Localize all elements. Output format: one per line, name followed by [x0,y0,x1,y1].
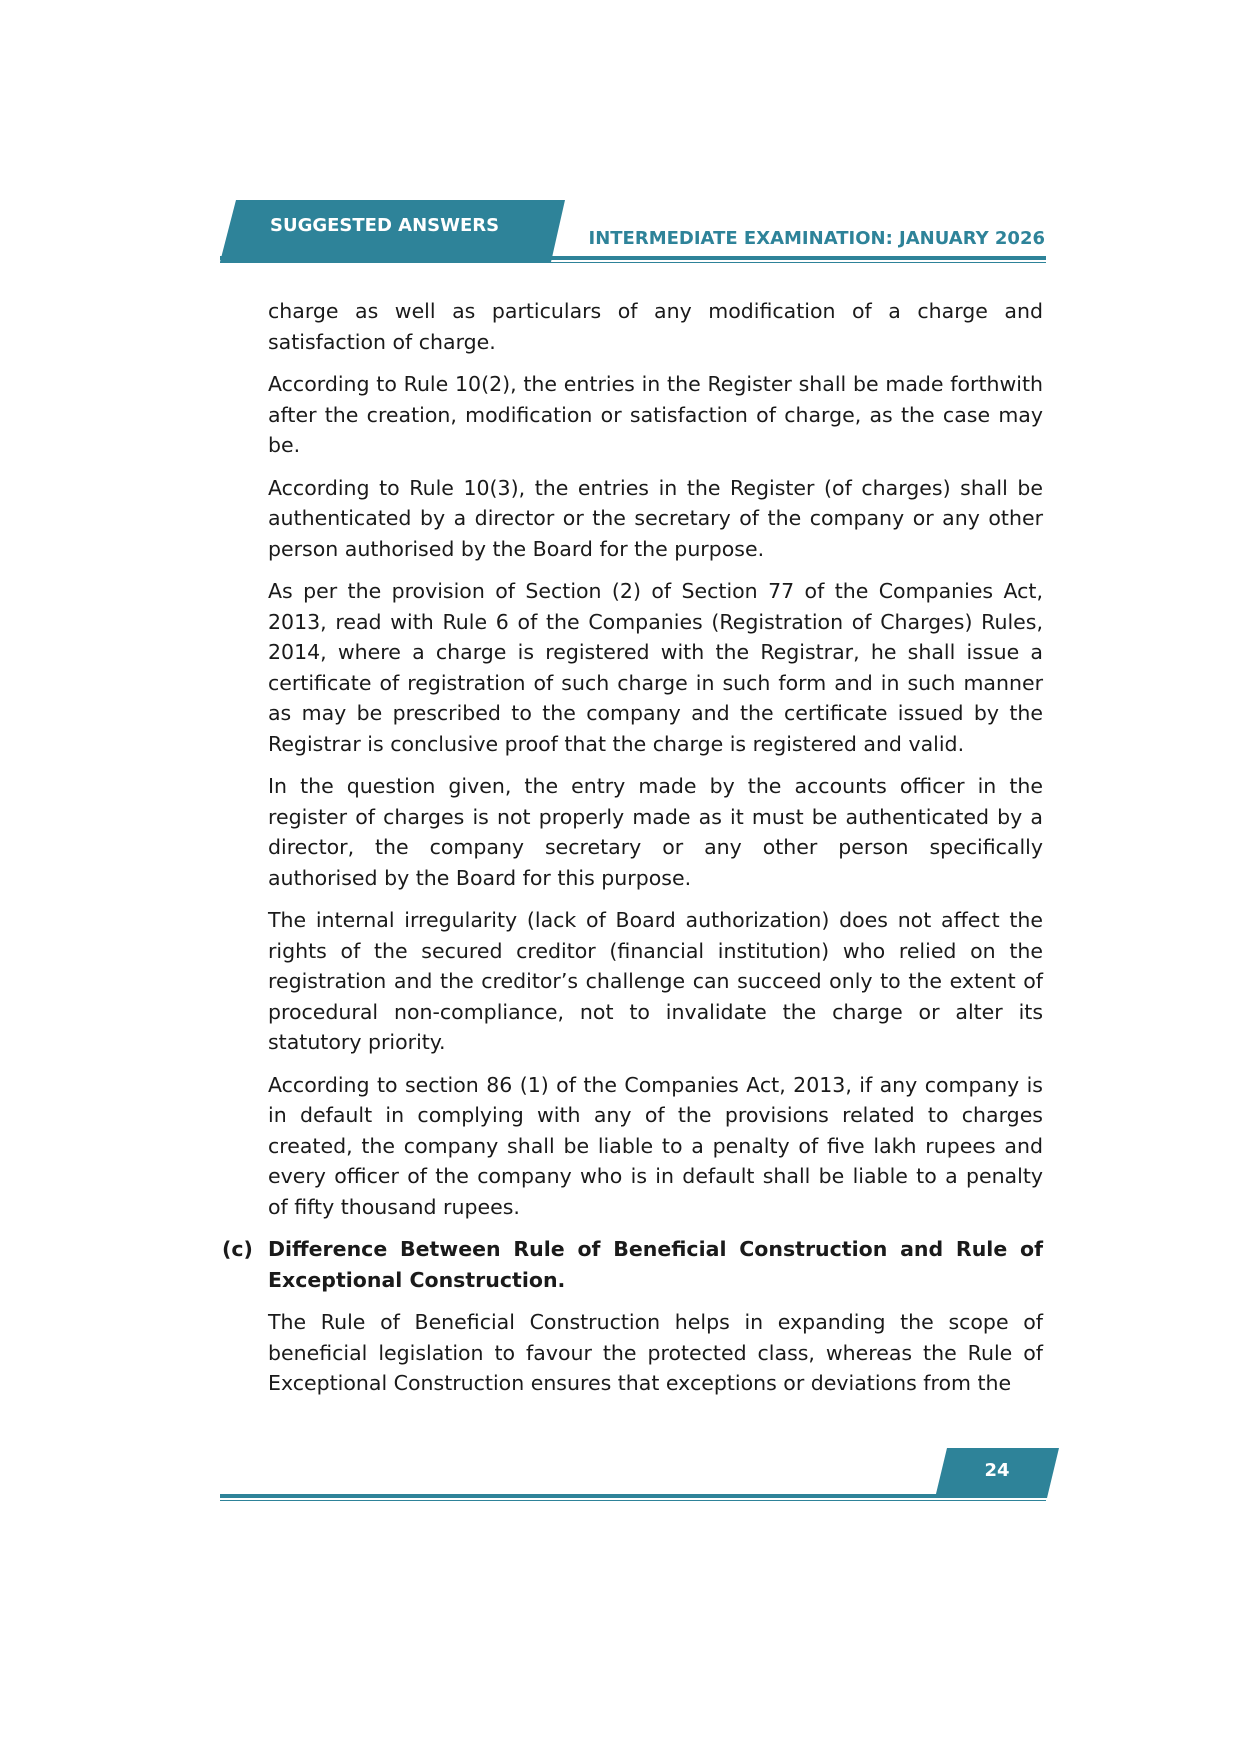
paragraph: As per the provision of Section (2) of Section 77 of the Companies Act, 2013, read with Rule 6 of the Companies (Registration of Charges) Rules, 2014, where a charge is registered with the Registrar, he shall issue a certificate of registration of such charge in such form and in such manner as may be prescribed to the company and the certificate issued by the Registrar is conclusive proof that the charge is registered and valid. [268,579,1043,756]
header-tab-label: SUGGESTED ANSWERS [270,215,500,236]
footer-rule [220,1494,1046,1498]
page-content [222,296,1043,1411]
section-c-heading [222,1234,1043,1295]
paragraph: According to Rule 10(3), the entries in the Register (of charges) shall be authenticated by a director or the secretary of the company or any other person authorised by the Board for the purpose. [268,475,1043,561]
section-heading-text: Difference Between Rule of Beneficial Construction and Rule of Exceptional Construction. [268,1237,1043,1292]
exam-title: INTERMEDIATE EXAMINATION: JANUARY 2026 [588,228,1045,249]
paragraph: According to section 86 (1) of the Companies Act, 2013, if any company is in default in complying with any of the provisions related to charges created, the company shall be liable to a penalty of five lakh rupees and every officer of the company who is in default shall be liable to a penalty of fifty thousand rupees. [268,1072,1043,1219]
paragraph: The internal irregularity (lack of Board authorization) does not affect the rights of the secured creditor (financial institution) who relied on the registration and the creditor’s challenge can succeed only to the extent of procedural non-compliance, not to invalidate the charge or alter its statutory priority. [268,908,1043,1054]
header-rule-thin [220,262,1046,263]
paragraph: According to Rule 10(2), the entries in the Register shall be made forthwith after the creation, modification or satisfaction of charge, as the case may be. [268,372,1043,457]
section-label: (c) [222,1237,253,1261]
paragraph: charge as well as particulars of any modification of a charge and satisfaction of charge. [268,299,1043,354]
paragraph: The Rule of Beneficial Construction helps in expanding the scope of beneficial legislation to favour the protected class, whereas the Rule of Exceptional Construction ensures that exceptions or deviations from the [268,1310,1043,1395]
header-rule [220,256,1046,260]
paragraph: In the question given, the entry made by the accounts officer in the register of charges is not properly made as it must be authenticated by a director, the company secretary or any other person specifically authorised by the Board for this purpose. [268,774,1043,890]
page-number: 24 [984,1460,1010,1481]
footer-rule-thin [220,1500,1046,1501]
